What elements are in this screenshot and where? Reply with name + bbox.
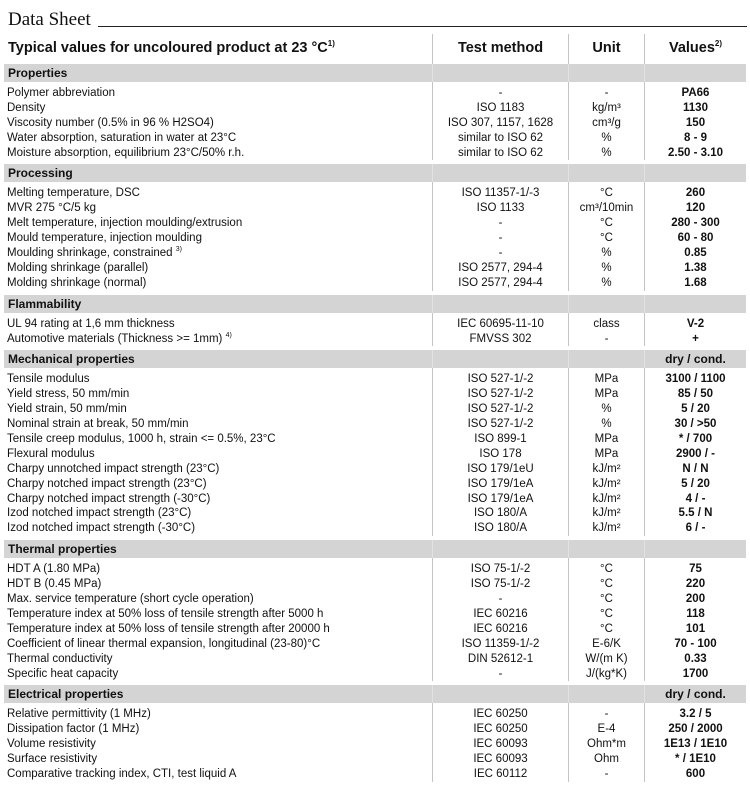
property-name: [4, 521, 432, 536]
value: 3.2 / 5: [644, 707, 746, 722]
value: N / N: [644, 462, 746, 477]
test-method: ISO 180/A: [432, 506, 568, 521]
property-label: Comparative tracking index, CTI, test liquid A: [7, 767, 237, 780]
table-row: [4, 506, 746, 521]
value: * / 700: [644, 432, 746, 447]
property-name: [4, 131, 432, 146]
section-title: Thermal properties: [8, 542, 117, 557]
property-label: Izod notched impact strength (-30°C): [7, 522, 196, 535]
property-name: [4, 607, 432, 622]
value: 30 / >50: [644, 417, 746, 432]
table-row: [4, 101, 746, 116]
unit: kJ/m²: [568, 462, 644, 477]
value: 220: [644, 577, 746, 592]
table-row: [4, 722, 746, 737]
section-cell: [568, 295, 644, 313]
test-method: ISO 2577, 294-4: [432, 276, 568, 291]
unit: kJ/m²: [568, 477, 644, 492]
table-row: [4, 477, 746, 492]
value: * / 1E10: [644, 752, 746, 767]
value: 1.38: [644, 261, 746, 276]
property-name: [4, 332, 432, 347]
table-row: [4, 146, 746, 161]
test-method: ISO 179/1eA: [432, 492, 568, 507]
section-cell: [568, 350, 644, 368]
property-name: [4, 592, 432, 607]
property-label: Volume resistivity: [7, 738, 96, 751]
section-condition: dry / cond.: [644, 350, 746, 368]
test-method: ISO 1183: [432, 101, 568, 116]
test-method: similar to ISO 62: [432, 146, 568, 161]
test-method: IEC 60216: [432, 622, 568, 637]
test-method: -: [432, 86, 568, 101]
test-method: IEC 60250: [432, 722, 568, 737]
test-method: ISO 527-1/-2: [432, 387, 568, 402]
unit: MPa: [568, 372, 644, 387]
section-cell: [432, 685, 568, 703]
unit: E-6/K: [568, 637, 644, 652]
property-label: MVR 275 °C/5 kg: [7, 202, 96, 215]
test-method: ISO 180/A: [432, 521, 568, 536]
table-row: [4, 246, 746, 261]
value: 200: [644, 592, 746, 607]
table-row: [4, 432, 746, 447]
table-row: [4, 607, 746, 622]
table-row: [4, 332, 746, 347]
property-name: [4, 767, 432, 782]
table-row: [4, 637, 746, 652]
property-name: [4, 261, 432, 276]
property-name: [4, 276, 432, 291]
section-cell: [568, 64, 644, 82]
unit: cm³/g: [568, 116, 644, 131]
test-method: ISO 11357-1/-3: [432, 186, 568, 201]
test-method: -: [432, 592, 568, 607]
table-row: [4, 116, 746, 131]
table-row: [4, 767, 746, 782]
property-label: Moulding shrinkage, constrained: [7, 247, 173, 260]
test-method: ISO 178: [432, 447, 568, 462]
unit: cm³/10min: [568, 201, 644, 216]
property-label: Mould temperature, injection moulding: [7, 232, 202, 245]
value: PA66: [644, 86, 746, 101]
value: 5 / 20: [644, 477, 746, 492]
test-method: FMVSS 302: [432, 332, 568, 347]
unit: MPa: [568, 432, 644, 447]
property-name: [4, 116, 432, 131]
header-test-method: Test method: [432, 34, 568, 64]
unit: kJ/m²: [568, 506, 644, 521]
test-method: DIN 52612-1: [432, 652, 568, 667]
section-header: [4, 540, 746, 558]
property-name: [4, 417, 432, 432]
property-label: HDT B (0.45 MPa): [7, 578, 102, 591]
table-row: [4, 201, 746, 216]
property-name: [4, 432, 432, 447]
test-method: IEC 60093: [432, 752, 568, 767]
value: 0.33: [644, 652, 746, 667]
value: 120: [644, 201, 746, 216]
footnote-marker: 3): [175, 246, 183, 254]
section-cell: [432, 164, 568, 182]
unit: °C: [568, 592, 644, 607]
value: 101: [644, 622, 746, 637]
section-header: [4, 295, 746, 313]
value: 2.50 - 3.10: [644, 146, 746, 161]
property-label: Specific heat capacity: [7, 667, 119, 680]
property-label: Coefficient of linear thermal expansion, longitudinal (23-80)°C: [7, 637, 321, 650]
property-name: [4, 637, 432, 652]
test-method: ISO 527-1/-2: [432, 372, 568, 387]
header-values: Values$^{2)}$: [644, 34, 746, 64]
value: 150: [644, 116, 746, 131]
property-label: Temperature index at 50% loss of tensile strength after 20000 h: [7, 622, 330, 635]
property-name: [4, 667, 432, 682]
property-label: HDT A (1.80 MPa): [7, 563, 101, 576]
unit: °C: [568, 607, 644, 622]
test-method: similar to ISO 62: [432, 131, 568, 146]
section-title: Electrical properties: [8, 687, 124, 702]
test-method: ISO 2577, 294-4: [432, 261, 568, 276]
property-label: Melt temperature, injection moulding/extrusion: [7, 217, 243, 230]
test-method: ISO 1133: [432, 201, 568, 216]
table-row: [4, 492, 746, 507]
section-cell: [432, 540, 568, 558]
test-method: IEC 60112: [432, 767, 568, 782]
property-name: [4, 652, 432, 667]
property-label: Relative permittivity (1 MHz): [7, 708, 151, 721]
section-cell: [432, 64, 568, 82]
footnote-marker: 2): [714, 39, 723, 48]
value: 250 / 2000: [644, 722, 746, 737]
property-label: Thermal conductivity: [7, 652, 113, 665]
property-name: [4, 506, 432, 521]
footnote-marker: 4): [225, 331, 232, 339]
table-row: [4, 667, 746, 682]
unit: %: [568, 402, 644, 417]
unit: Ohm: [568, 752, 644, 767]
section-condition: [644, 540, 746, 558]
property-name: [4, 447, 432, 462]
unit: °C: [568, 186, 644, 201]
test-method: ISO 75-1/-2: [432, 562, 568, 577]
test-method: -: [432, 216, 568, 231]
property-name: [4, 186, 432, 201]
property-name: [4, 146, 432, 161]
property-label: Molding shrinkage (normal): [7, 276, 147, 289]
property-label: Max. service temperature (short cycle operation): [7, 593, 254, 606]
section-title: Mechanical properties: [8, 352, 135, 367]
value: 8 - 9: [644, 131, 746, 146]
section-header: [4, 64, 746, 82]
section-condition: [644, 295, 746, 313]
property-name: [4, 737, 432, 752]
unit: °C: [568, 577, 644, 592]
property-name: [4, 86, 432, 101]
section-cell: [568, 685, 644, 703]
value: 280 - 300: [644, 216, 746, 231]
unit: W/(m K): [568, 652, 644, 667]
property-label: Tensile creep modulus, 1000 h, strain <= 0.5%, 23°C: [7, 433, 276, 446]
unit: Ohm*m: [568, 737, 644, 752]
unit: -: [568, 707, 644, 722]
property-label: Molding shrinkage (parallel): [7, 261, 149, 274]
test-method: -: [432, 667, 568, 682]
unit: E-4: [568, 722, 644, 737]
unit: MPa: [568, 387, 644, 402]
section-cell: [432, 295, 568, 313]
unit: %: [568, 246, 644, 261]
unit: °C: [568, 216, 644, 231]
property-name: [4, 577, 432, 592]
table-row: [4, 131, 746, 146]
unit: %: [568, 276, 644, 291]
section-title: Processing: [8, 166, 73, 181]
table-row: [4, 447, 746, 462]
table-row: [4, 562, 746, 577]
test-method: ISO 179/1eU: [432, 462, 568, 477]
value: 6 / -: [644, 521, 746, 536]
property-name: [4, 317, 432, 332]
table-row: [4, 622, 746, 637]
property-label: Charpy unnotched impact strength (23°C): [7, 462, 220, 475]
header-unit: Unit: [568, 34, 644, 64]
test-method: -: [432, 231, 568, 246]
property-name: [4, 101, 432, 116]
unit: %: [568, 131, 644, 146]
property-label: UL 94 rating at 1,6 mm thickness: [7, 317, 175, 330]
value: 260: [644, 186, 746, 201]
value: 600: [644, 767, 746, 782]
property-name: [4, 752, 432, 767]
value: 5 / 20: [644, 402, 746, 417]
test-method: ISO 179/1eA: [432, 477, 568, 492]
value: 5.5 / N: [644, 506, 746, 521]
property-label: Yield stress, 50 mm/min: [7, 388, 130, 401]
unit: %: [568, 417, 644, 432]
property-label: Flexural modulus: [7, 447, 95, 460]
unit: -: [568, 767, 644, 782]
table-row: [4, 261, 746, 276]
table-row: [4, 231, 746, 246]
unit: class: [568, 317, 644, 332]
unit: -: [568, 332, 644, 347]
test-method: IEC 60250: [432, 707, 568, 722]
table-body: [4, 64, 746, 782]
value: 1.68: [644, 276, 746, 291]
property-label: Dissipation factor (1 MHz): [7, 723, 140, 736]
property-name: [4, 201, 432, 216]
table-row: [4, 402, 746, 417]
table-row: [4, 186, 746, 201]
property-name: [4, 372, 432, 387]
property-name: [4, 387, 432, 402]
property-name: [4, 622, 432, 637]
test-method: -: [432, 246, 568, 261]
property-name: [4, 231, 432, 246]
table-row: [4, 417, 746, 432]
property-label: Nominal strain at break, 50 mm/min: [7, 418, 189, 431]
table-row: [4, 276, 746, 291]
value: 4 / -: [644, 492, 746, 507]
table-row: [4, 387, 746, 402]
property-name: [4, 562, 432, 577]
value: 60 - 80: [644, 231, 746, 246]
unit: kJ/m²: [568, 521, 644, 536]
section-cell: [568, 164, 644, 182]
property-label: Density: [7, 101, 46, 114]
property-label: Charpy notched impact strength (23°C): [7, 477, 207, 490]
value: 1E13 / 1E10: [644, 737, 746, 752]
data-sheet-table: [4, 34, 746, 782]
table-row: [4, 216, 746, 231]
unit: °C: [568, 622, 644, 637]
value: 0.85: [644, 246, 746, 261]
value: 85 / 50: [644, 387, 746, 402]
table-header: [4, 34, 746, 64]
value: 3100 / 1100: [644, 372, 746, 387]
table-row: [4, 592, 746, 607]
property-name: [4, 722, 432, 737]
unit: °C: [568, 562, 644, 577]
section-header: [4, 350, 746, 368]
test-method: ISO 11359-1/-2: [432, 637, 568, 652]
section-title: Flammability: [8, 296, 82, 311]
table-row: [4, 707, 746, 722]
property-name: [4, 492, 432, 507]
property-name: [4, 216, 432, 231]
table-row: [4, 737, 746, 752]
section-cell: [568, 540, 644, 558]
document-title: Data Sheet: [8, 9, 91, 30]
property-label: Water absorption, saturation in water at 23°C: [7, 131, 237, 144]
property-label: Tensile modulus: [7, 373, 90, 386]
value: 1130: [644, 101, 746, 116]
table-row: [4, 521, 746, 536]
title-rule: [98, 26, 747, 27]
property-label: Moisture absorption, equilibrium 23°C/50% r.h.: [7, 146, 245, 159]
property-label: Melting temperature, DSC: [7, 187, 140, 200]
table-row: [4, 752, 746, 767]
value: V-2: [644, 317, 746, 332]
unit: J/(kg*K): [568, 667, 644, 682]
section-condition: [644, 64, 746, 82]
unit: %: [568, 146, 644, 161]
property-label: Polymer abbreviation: [7, 87, 116, 99]
test-method: ISO 527-1/-2: [432, 402, 568, 417]
table-row: [4, 372, 746, 387]
property-name: [4, 246, 432, 261]
footnote-marker: 1): [327, 39, 335, 48]
value: +: [644, 332, 746, 347]
unit: kg/m³: [568, 101, 644, 116]
property-name: [4, 402, 432, 417]
value: 70 - 100: [644, 637, 746, 652]
property-label: Izod notched impact strength (23°C): [7, 507, 192, 520]
table-row: [4, 577, 746, 592]
header-title: Typical values for uncoloured product at 23 $^\circ C^{1)}$: [8, 39, 335, 56]
test-method: ISO 307, 1157, 1628: [432, 116, 568, 131]
property-name: [4, 462, 432, 477]
property-label: Surface resistivity: [7, 753, 98, 766]
property-label: Automotive materials (Thickness >= 1mm): [7, 332, 223, 345]
property-label: Yield strain, 50 mm/min: [7, 403, 127, 416]
property-name: [4, 707, 432, 722]
unit: -: [568, 86, 644, 101]
table-row: [4, 462, 746, 477]
unit: %: [568, 261, 644, 276]
unit: °C: [568, 231, 644, 246]
property-label: Temperature index at 50% loss of tensile strength after 5000 h: [7, 607, 324, 620]
section-condition: dry / cond.: [644, 685, 746, 703]
table-row: [4, 317, 746, 332]
table-row: [4, 86, 746, 101]
value: 2900 / -: [644, 447, 746, 462]
value: 1700: [644, 667, 746, 682]
test-method: ISO 899-1: [432, 432, 568, 447]
test-method: ISO 75-1/-2: [432, 577, 568, 592]
property-label: Viscosity number (0.5% in 96 % H2SO4): [7, 116, 214, 129]
property-label: Charpy notched impact strength (-30°C): [7, 492, 211, 505]
test-method: ISO 527-1/-2: [432, 417, 568, 432]
unit: MPa: [568, 447, 644, 462]
section-title: Properties: [8, 66, 68, 80]
value: 118: [644, 607, 746, 622]
section-header: [4, 164, 746, 182]
value: 75: [644, 562, 746, 577]
unit: kJ/m²: [568, 492, 644, 507]
test-method: IEC 60216: [432, 607, 568, 622]
section-cell: [432, 350, 568, 368]
section-header: [4, 685, 746, 703]
section-condition: [644, 164, 746, 182]
test-method: IEC 60093: [432, 737, 568, 752]
table-row: [4, 652, 746, 667]
property-name: [4, 477, 432, 492]
test-method: IEC 60695-11-10: [432, 317, 568, 332]
